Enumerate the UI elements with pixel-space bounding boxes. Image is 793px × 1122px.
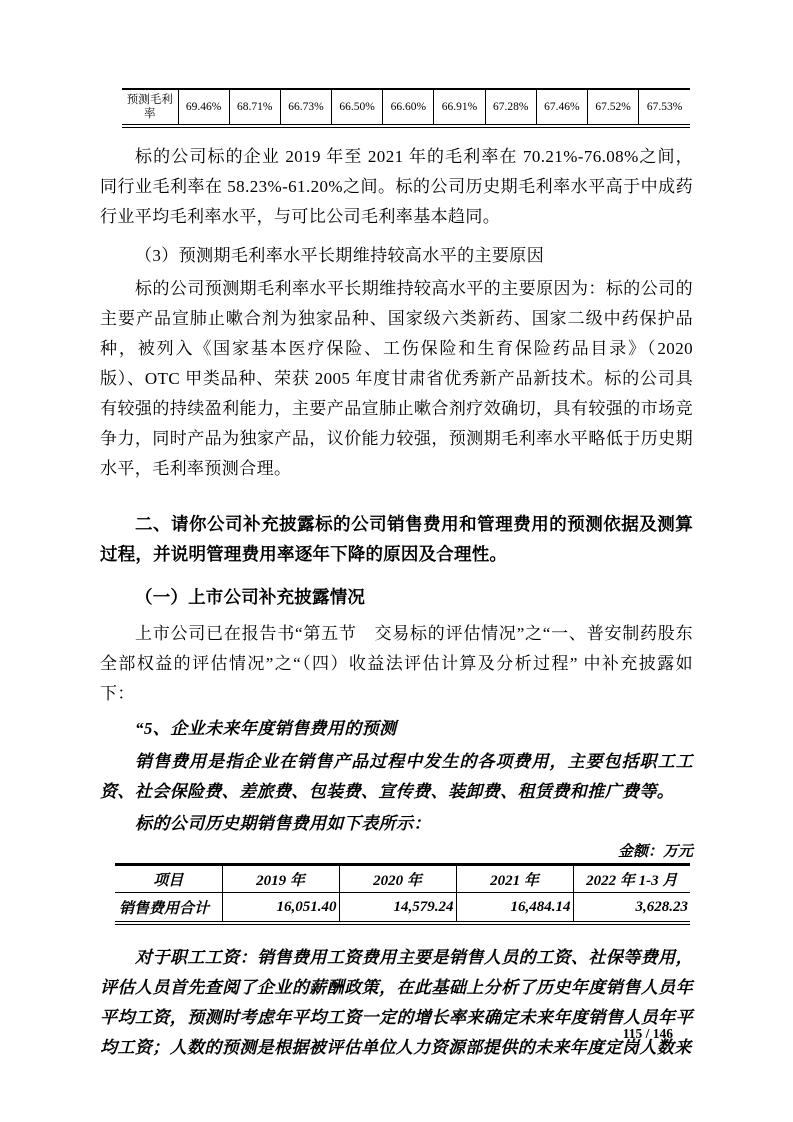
quote-paragraph-3: 对于职工工资：销售费用工资费用主要是销售人员的工资、社保等费用，评估人员首先查阅了企业的薪酬政策，在此基础上分析了历史年度销售人员年平均工资，预测时考虑年平均工资一定的增长率来确定未来年度销售人员年平均工资；人数的预测是根据被评估单位人力资源部提供的未来年度定岗人数来: [100, 948, 693, 1057]
sales-total-label: 销售费用合计: [119, 900, 210, 917]
quote-heading: “5、企业未来年度销售费用的预测: [135, 719, 397, 738]
column-header-item: 项目: [115, 865, 222, 893]
gross-margin-row-label: 预测毛利率: [126, 94, 173, 120]
quote-paragraph-1: 销售费用是指企业在销售产品过程中发生的各项费用，主要包括职工工资、社会保险费、差旅费、包装费、宣传费、装卸费、租赁费和推广费等。: [100, 752, 693, 801]
gross-margin-value: 69.46%: [178, 89, 229, 126]
column-header-2020: 2020 年: [339, 865, 456, 893]
gross-margin-value: 67.53%: [639, 89, 690, 126]
gross-margin-value: 68.71%: [229, 89, 280, 126]
paragraph-disclosure-intro: 上市公司已在报告书“第五节 交易标的评估情况”之“一、普安制药股东全部权益的评估情况”之“（四）收益法评估计算及分析过程” 中补充披露如下：: [100, 624, 693, 703]
quote-paragraph-2: 标的公司历史期销售费用如下表所示：: [135, 814, 431, 833]
gross-margin-value: 66.60%: [383, 89, 434, 126]
gross-margin-value: 66.50%: [332, 89, 383, 126]
gross-margin-value: 67.52%: [588, 89, 639, 126]
sales-total-2022q1: 3,628.23: [573, 893, 690, 924]
page-number: 115 / 146: [622, 1026, 673, 1041]
gross-margin-value: 67.28%: [485, 89, 536, 126]
paragraph-gross-margin-summary: 标的公司标的企业 2019 年至 2021 年的毛利率在 70.21%-76.08%之间，同行业毛利率在 58.23%-61.20%之间。标的公司历史期毛利率水平高于中成药行业平均毛利率水平，与可比公司毛利率基本趋同。: [100, 147, 693, 226]
gross-margin-value: 66.91%: [434, 89, 485, 126]
section-heading-2: 二、请你公司补充披露标的公司销售费用和管理费用的预测依据及测算过程，并说明管理费用率逐年下降的原因及合理性。: [100, 514, 693, 564]
table-row: [122, 89, 690, 126]
column-header-2019: 2019 年: [222, 865, 339, 893]
unit-label: 金额：万元: [617, 844, 693, 860]
gross-margin-table: [122, 88, 690, 128]
gross-margin-value: 67.46%: [536, 89, 587, 126]
table-header-row: [115, 865, 690, 893]
gross-margin-value: 66.73%: [280, 89, 331, 126]
subsection-heading-1: （一）上市公司补充披露情况: [135, 587, 366, 607]
paragraph-reason-detail: 标的公司预测期毛利率水平长期维持较高水平的主要原因为：标的公司的主要产品宣肺止嗽合剂为独家品种、国家级六类新药、国家二级中药保护品种，被列入《国家基本医疗保险、工伤保险和生育保险药品目录》（2020 版）、OTC 甲类品种、荣获 2005 年度甘肃省优秀新产品新技术。标的公司具有较强的持续盈利能力，主要产品宣肺止嗽合剂疗效确切，具有较强的市场竞争力，同时产品为独家产品，议价能力较强，预测期毛利率水平略低于历史期水平，毛利率预测合理。: [100, 279, 693, 478]
column-header-2021: 2021 年: [456, 865, 573, 893]
sales-total-2019: 16,051.40: [222, 893, 339, 924]
column-header-2022q1: 2022 年 1-3 月: [573, 865, 690, 893]
sales-total-2020: 14,579.24: [339, 893, 456, 924]
sales-expense-table: [115, 863, 690, 925]
table-row: [115, 893, 690, 924]
sales-total-2021: 16,484.14: [456, 893, 573, 924]
heading-reason: （3）预测期毛利率水平长期维持较高水平的主要原因: [135, 246, 545, 265]
